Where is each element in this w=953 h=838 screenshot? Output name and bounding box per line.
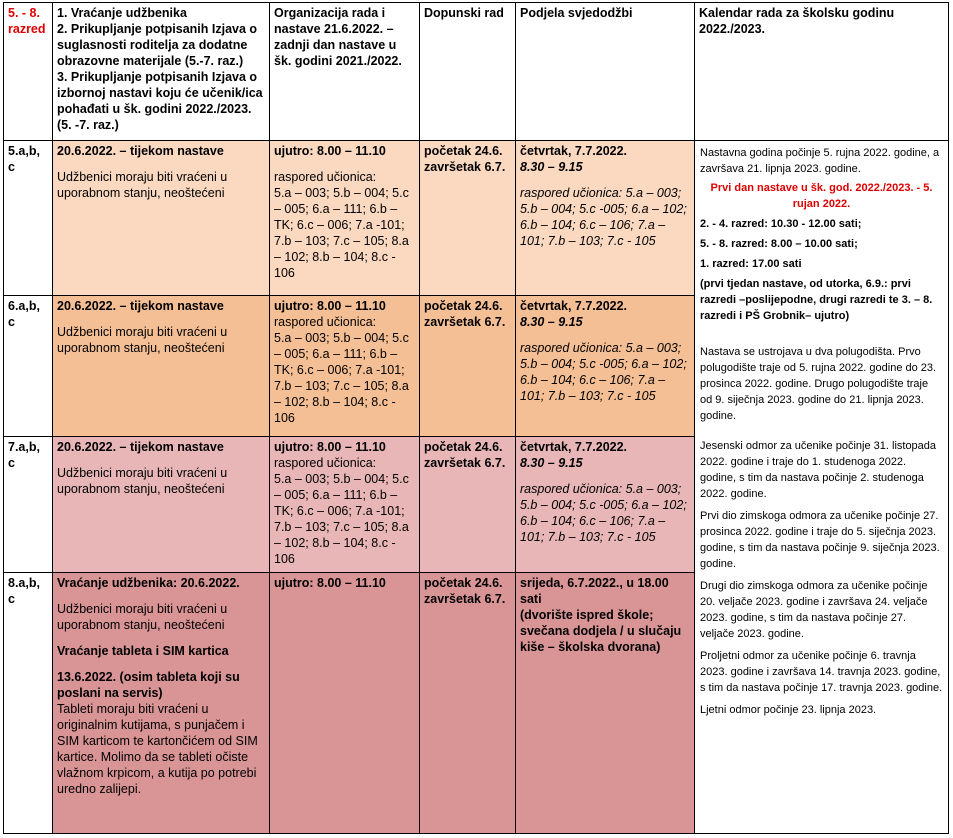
row2-cert-time: 8.30 – 9.15 bbox=[520, 315, 583, 329]
calendar-paragraph-3: Prvi dio zimskoga odmora za učenike počinje 27. prosinca 2022. godine i traje do 5. siječnja 2023. godine, s tim da nastava počinje 9. siječnja 2023. godine. bbox=[700, 510, 943, 570]
header-task-2: 2. Prikupljanje potpisanih Izjava o suglasnosti roditelja za dodatne obrazovne materijale (5.-7. raz.) bbox=[57, 22, 261, 68]
row3-extra bbox=[419, 436, 516, 573]
row4-grade-text: 8.a,b, c bbox=[8, 576, 40, 606]
row1-return-date: 20.6.2022. – tijekom nastave bbox=[57, 144, 224, 158]
row2-grade-text: 6.a,b, c bbox=[8, 299, 40, 329]
row4-cert-place: (dvorište ispred škole; svečana dodjela / u slučaju kiše – školska dvorana) bbox=[520, 608, 685, 654]
row1-extra bbox=[419, 140, 516, 296]
header-tasks bbox=[52, 2, 270, 141]
calendar-column bbox=[694, 140, 949, 834]
row3-grade-text: 7.a,b, c bbox=[8, 440, 40, 470]
calendar-shift-note: (prvi tjedan nastave, od utorka, 6.9.: prvi razredi –poslijepodne, drugi razredi te 3. – 8. razredi i PŠ Grobnik– ujutro) bbox=[700, 278, 936, 322]
row4-organization bbox=[269, 572, 420, 834]
row3-extra-text: početak 24.6. završetak 6.7. bbox=[424, 440, 506, 470]
row4-extra bbox=[419, 572, 516, 834]
row2-cert-date: četvrtak, 7.7.2022. bbox=[520, 299, 628, 313]
row3-return-date: 20.6.2022. – tijekom nastave bbox=[57, 440, 224, 454]
row2-grade bbox=[3, 295, 53, 437]
row2-return bbox=[52, 295, 270, 437]
row1-extra-text: početak 24.6. završetak 6.7. bbox=[424, 144, 506, 174]
row3-rooms: 5.a – 003; 5.b – 004; 5.c – 005; 6.a – 111; 6.b – TK; 6.c – 006; 7.a -101; 7.b – 103; 7.c – 105; 8.a – 102; 8.b – 104; 8.c - 106 bbox=[274, 472, 413, 566]
row2-cert-rooms: raspored učionica: 5.a – 003; 5.b – 004; 5.c -005; 6.a – 102; 6.b – 104; 6.c – 106; 7.a – 101; 7.b – 103; 7.c - 105 bbox=[520, 341, 691, 403]
header-task-3: 3. Prikupljanje potpisanih Izjava o izbornoj nastavi koju će učenik/ica pohađati u šk. godini 2022./2023. (5. -7. raz.) bbox=[57, 70, 267, 132]
row1-organization bbox=[269, 140, 420, 296]
row1-certificates bbox=[515, 140, 695, 296]
row1-cert-rooms: raspored učionica: 5.a – 003; 5.b – 004; 5.c -005; 6.a – 102; 6.b – 104; 6.c – 106; 7.a – 101; 7.b – 103; 7.c - 105 bbox=[520, 186, 691, 248]
row1-cert-time: 8.30 – 9.15 bbox=[520, 160, 583, 174]
header-grade-text: 5. - 8. razred bbox=[8, 6, 46, 36]
row2-certificates bbox=[515, 295, 695, 437]
row1-grade-text: 5.a,b, c bbox=[8, 144, 40, 174]
row4-time: ujutro: 8.00 – 11.10 bbox=[274, 576, 386, 590]
row4-extra-text: početak 24.6. završetak 6.7. bbox=[424, 576, 506, 606]
header-grade bbox=[3, 2, 53, 141]
row3-rooms-label: raspored učionica: bbox=[274, 456, 377, 470]
row4-tablet-date: 13.6.2022. (osim tableta koji su poslani na servis) bbox=[57, 670, 244, 700]
calendar-time-3: 1. razred: 17.00 sati bbox=[700, 258, 802, 270]
header-calendar bbox=[694, 2, 949, 141]
header-certificates-text: Podjela svjedodžbi bbox=[520, 6, 633, 20]
row4-certificates bbox=[515, 572, 695, 834]
row3-grade bbox=[3, 436, 53, 573]
calendar-paragraph-1: Nastava se ustrojava u dva polugodišta. Prvo polugodište traje od 5. rujna 2022. godine do 23. prosinca 2022. godine. Drugo polugodište traje od 9. siječnja 2023. godine do 21. lipnja 2023. godine. bbox=[700, 346, 940, 422]
row2-rooms-label: raspored učionica: bbox=[274, 315, 377, 329]
row3-return bbox=[52, 436, 270, 573]
row1-rooms: 5.a – 003; 5.b – 004; 5.c – 005; 6.a – 111; 6.b – TK; 6.c – 006; 7.a -101; 7.b – 103; 7.c – 105; 8.a – 102; 8.b – 104; 8.c - 106 bbox=[274, 186, 413, 280]
row3-time: ujutro: 8.00 – 11.10 bbox=[274, 440, 386, 454]
header-organization bbox=[269, 2, 420, 141]
row2-time: ujutro: 8.00 – 11.10 bbox=[274, 299, 386, 313]
row3-cert-rooms: raspored učionica: 5.a – 003; 5.b – 004; 5.c -005; 6.a – 102; 6.b – 104; 6.c – 106; 7.a – 101; 7.b – 103; 7.c - 105 bbox=[520, 482, 691, 544]
row1-cert-date: četvrtak, 7.7.2022. bbox=[520, 144, 628, 158]
header-extra-work bbox=[419, 2, 516, 141]
calendar-paragraph-4: Drugi dio zimskoga odmora za učenike počinje 20. veljače 2023. godine i završava 24. veljače 2023. godine, s tim da nastava počinje 27. veljače 2023. godine. bbox=[700, 580, 931, 640]
row4-tablet-title: Vraćanje tableta i SIM kartica bbox=[57, 644, 229, 658]
header-task-1: 1. Vraćanje udžbenika bbox=[57, 6, 187, 20]
row2-extra-text: početak 24.6. završetak 6.7. bbox=[424, 299, 506, 329]
row4-return-note: Udžbenici moraju biti vraćeni u uporabnom stanju, neoštećeni bbox=[57, 602, 231, 632]
row2-return-date: 20.6.2022. – tijekom nastave bbox=[57, 299, 224, 313]
row3-return-note: Udžbenici moraju biti vraćeni u uporabnom stanju, neoštećeni bbox=[57, 466, 231, 496]
row3-certificates bbox=[515, 436, 695, 573]
calendar-paragraph-5: Proljetni odmor za učenike počinje 6. travnja 2023. godine i završava 14. travnja 2023. godine, s tim da nastava počinje 17. travnja 2023. godine. bbox=[700, 650, 944, 694]
header-organization-text: Organizacija rada i nastave 21.6.2022. – zadnji dan nastave u šk. godini 2021./2022. bbox=[274, 6, 402, 68]
header-extra-work-text: Dopunski rad bbox=[424, 6, 504, 20]
calendar-time-1: 2. - 4. razred: 10.30 - 12.00 sati; bbox=[700, 218, 862, 230]
row2-organization bbox=[269, 295, 420, 437]
row3-organization bbox=[269, 436, 420, 573]
row2-return-note: Udžbenici moraju biti vraćeni u uporabnom stanju, neoštećeni bbox=[57, 325, 231, 355]
row1-return-note: Udžbenici moraju biti vraćeni u uporabnom stanju, neoštećeni bbox=[57, 170, 231, 200]
row1-time: ujutro: 8.00 – 11.10 bbox=[274, 144, 386, 158]
row2-extra bbox=[419, 295, 516, 437]
calendar-first-day: Prvi dan nastave u šk. god. 2022./2023. - 5. rujan 2022. bbox=[710, 182, 936, 210]
row3-cert-time: 8.30 – 9.15 bbox=[520, 456, 583, 470]
header-certificates bbox=[515, 2, 695, 141]
schedule-table bbox=[3, 2, 949, 834]
header-calendar-text: Kalendar rada za školsku godinu 2022./2023. bbox=[699, 6, 895, 36]
calendar-paragraph-6: Ljetni odmor počinje 23. lipnja 2023. bbox=[700, 704, 877, 716]
row2-rooms: 5.a – 003; 5.b – 004; 5.c – 005; 6.a – 111; 6.b – TK; 6.c – 006; 7.a -101; 7.b – 103; 7.c – 105; 8.a – 102; 8.b – 104; 8.c - 106 bbox=[274, 331, 413, 425]
calendar-paragraph-2: Jesenski odmor za učenike počinje 31. listopada 2022. godine i traje do 1. studenoga 2022. godine, s tim da nastava počinje 2. studenoga 2022. godine. bbox=[700, 440, 940, 500]
row1-grade bbox=[3, 140, 53, 296]
row1-return bbox=[52, 140, 270, 296]
row1-rooms-label: raspored učionica: bbox=[274, 170, 377, 184]
row4-tablet-note: Tableti moraju biti vraćeni u originalnim kutijama, s punjačem i SIM karticom te kartončićem od SIM kartice. Molimo da se tableti očiste vlažnom krpicom, a kutija po potrebi uredno zalijepi. bbox=[57, 702, 262, 796]
row3-cert-date: četvrtak, 7.7.2022. bbox=[520, 440, 628, 454]
row4-return bbox=[52, 572, 270, 834]
calendar-time-2: 5. - 8. razred: 8.00 – 10.00 sati; bbox=[700, 238, 858, 250]
row4-return-title: Vraćanje udžbenika: 20.6.2022. bbox=[57, 576, 240, 590]
calendar-start: Nastavna godina počinje 5. rujna 2022. godine, a završava 21. lipnja 2023. godine. bbox=[700, 147, 943, 175]
row4-cert-date: srijeda, 6.7.2022., u 18.00 sati bbox=[520, 576, 673, 606]
row4-grade bbox=[3, 572, 53, 834]
